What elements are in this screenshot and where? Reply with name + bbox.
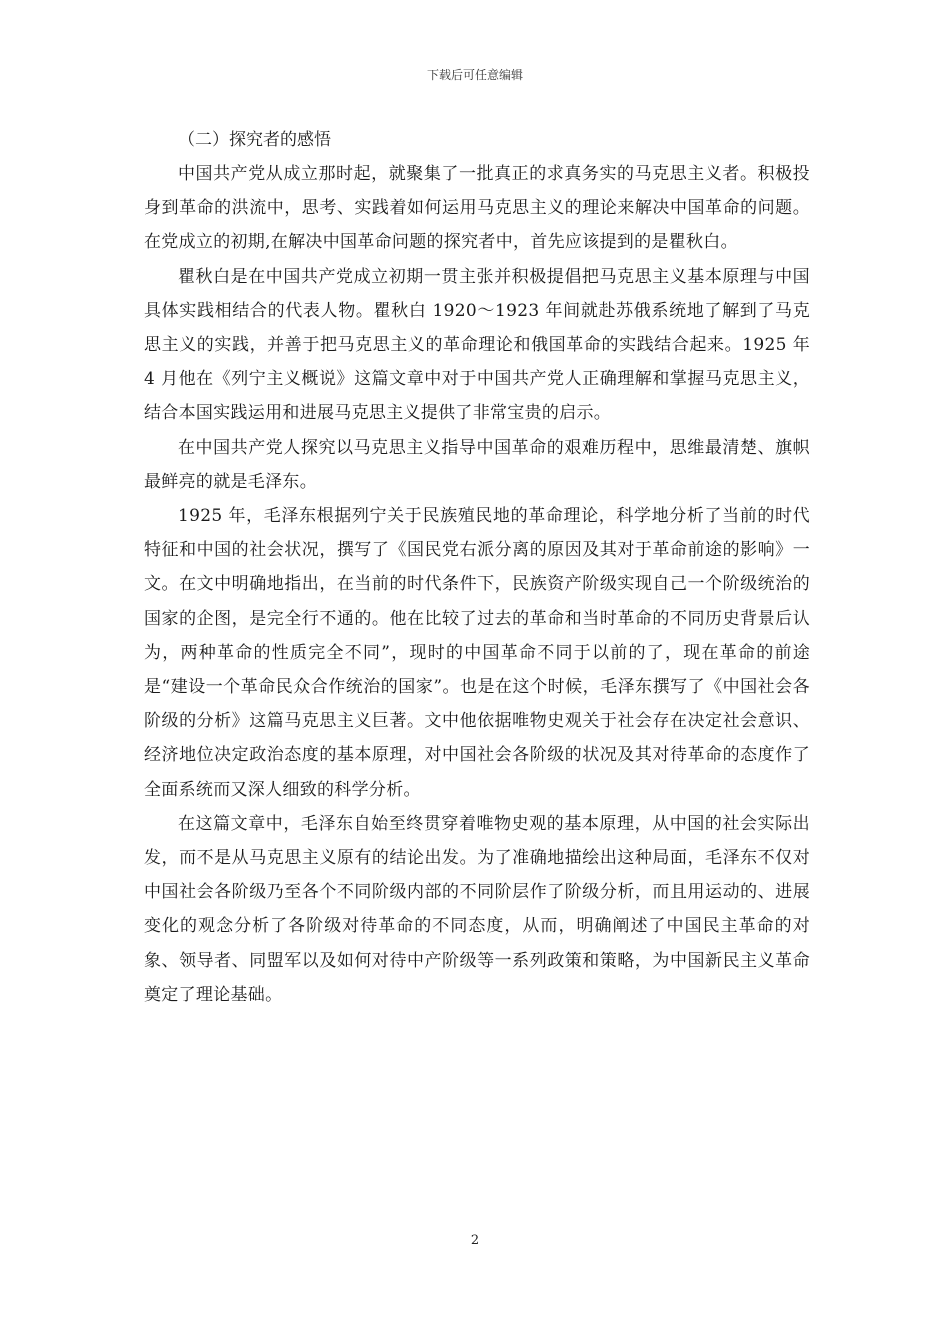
paragraph-5: 在这篇文章中，毛泽东自始至终贯穿着唯物史观的基本原理，从中国的社会实际出发，而不是从马克思主义原有的结论出发。为了准确地描绘出这种局面，毛泽东不仅对中国社会各阶级乃至各个不同阶级内部的不同阶层作了阶级分析，而且用运动的、进展变化的观念分析了各阶级对待革命的不同态度，从而，明确阐述了中国民主革命的对象、领导者、同盟军以及如何对待中产阶级等一系列政策和策略，为中国新民主义革命奠定了理论基础。	[144, 813, 810, 1005]
section-title: （二）探究者的感悟	[178, 130, 331, 150]
paragraph-2: 瞿秋白是在中国共产党成立初期一贯主张并积极提倡把马克思主义基本原理与中国具体实践相结合的代表人物。瞿秋白 1920～1923 年间就赴苏俄系统地了解到了马克思主义的实践，并善于把马克思主义的革命理论和俄国革命的实践结合起来。1925 年 4 月他在《列宁主义概说》这篇文章中对于中国共产党人正确理解和掌握马克思主义，结合本国实践运用和进展马克思主义提供了非常宝贵的启示。	[144, 266, 810, 424]
page-header-note: 下载后可任意编辑	[426, 68, 523, 82]
paragraph-3: 在中国共产党人探究以马克思主义指导中国革命的艰难历程中，思维最清楚、旗帜最鲜亮的就是毛泽东。	[144, 437, 810, 492]
paragraph-1: 中国共产党从成立那时起，就聚集了一批真正的求真务实的马克思主义者。积极投身到革命的洪流中，思考、实践着如何运用马克思主义的理论来解决中国革命的问题。在党成立的初期,在解决中国革命问题的探究者中，首先应该提到的是瞿秋白。	[144, 164, 810, 253]
paragraph-4: 1925 年，毛泽东根据列宁关于民族殖民地的革命理论，科学地分析了当前的时代特征和中国的社会状况，撰写了《国民党右派分离的原因及其对于革命前途的影响》一文。在文中明确地指出，在当前的时代条件下，民族资产阶级实现自己一个阶级统治的国家的企图，是完全行不通的。他在比较了过去的革命和当时革命的不同历史背景后认为，两种革命的性质完全不同”，现时的中国革命不同于以前的了，现在革命的前途是“建设一个革命民众合作统治的国家”。也是在这个时候，毛泽东撰写了《中国社会各阶级的分析》这篇马克思主义巨著。文中他依据唯物史观关于社会存在决定社会意识、经济地位决定政治态度的基本原理，对中国社会各阶级的状况及其对待革命的态度作了全面系统而又深人细致的科学分析。	[144, 506, 810, 800]
document-body	[144, 123, 810, 1012]
page-number: 2	[470, 1233, 480, 1248]
